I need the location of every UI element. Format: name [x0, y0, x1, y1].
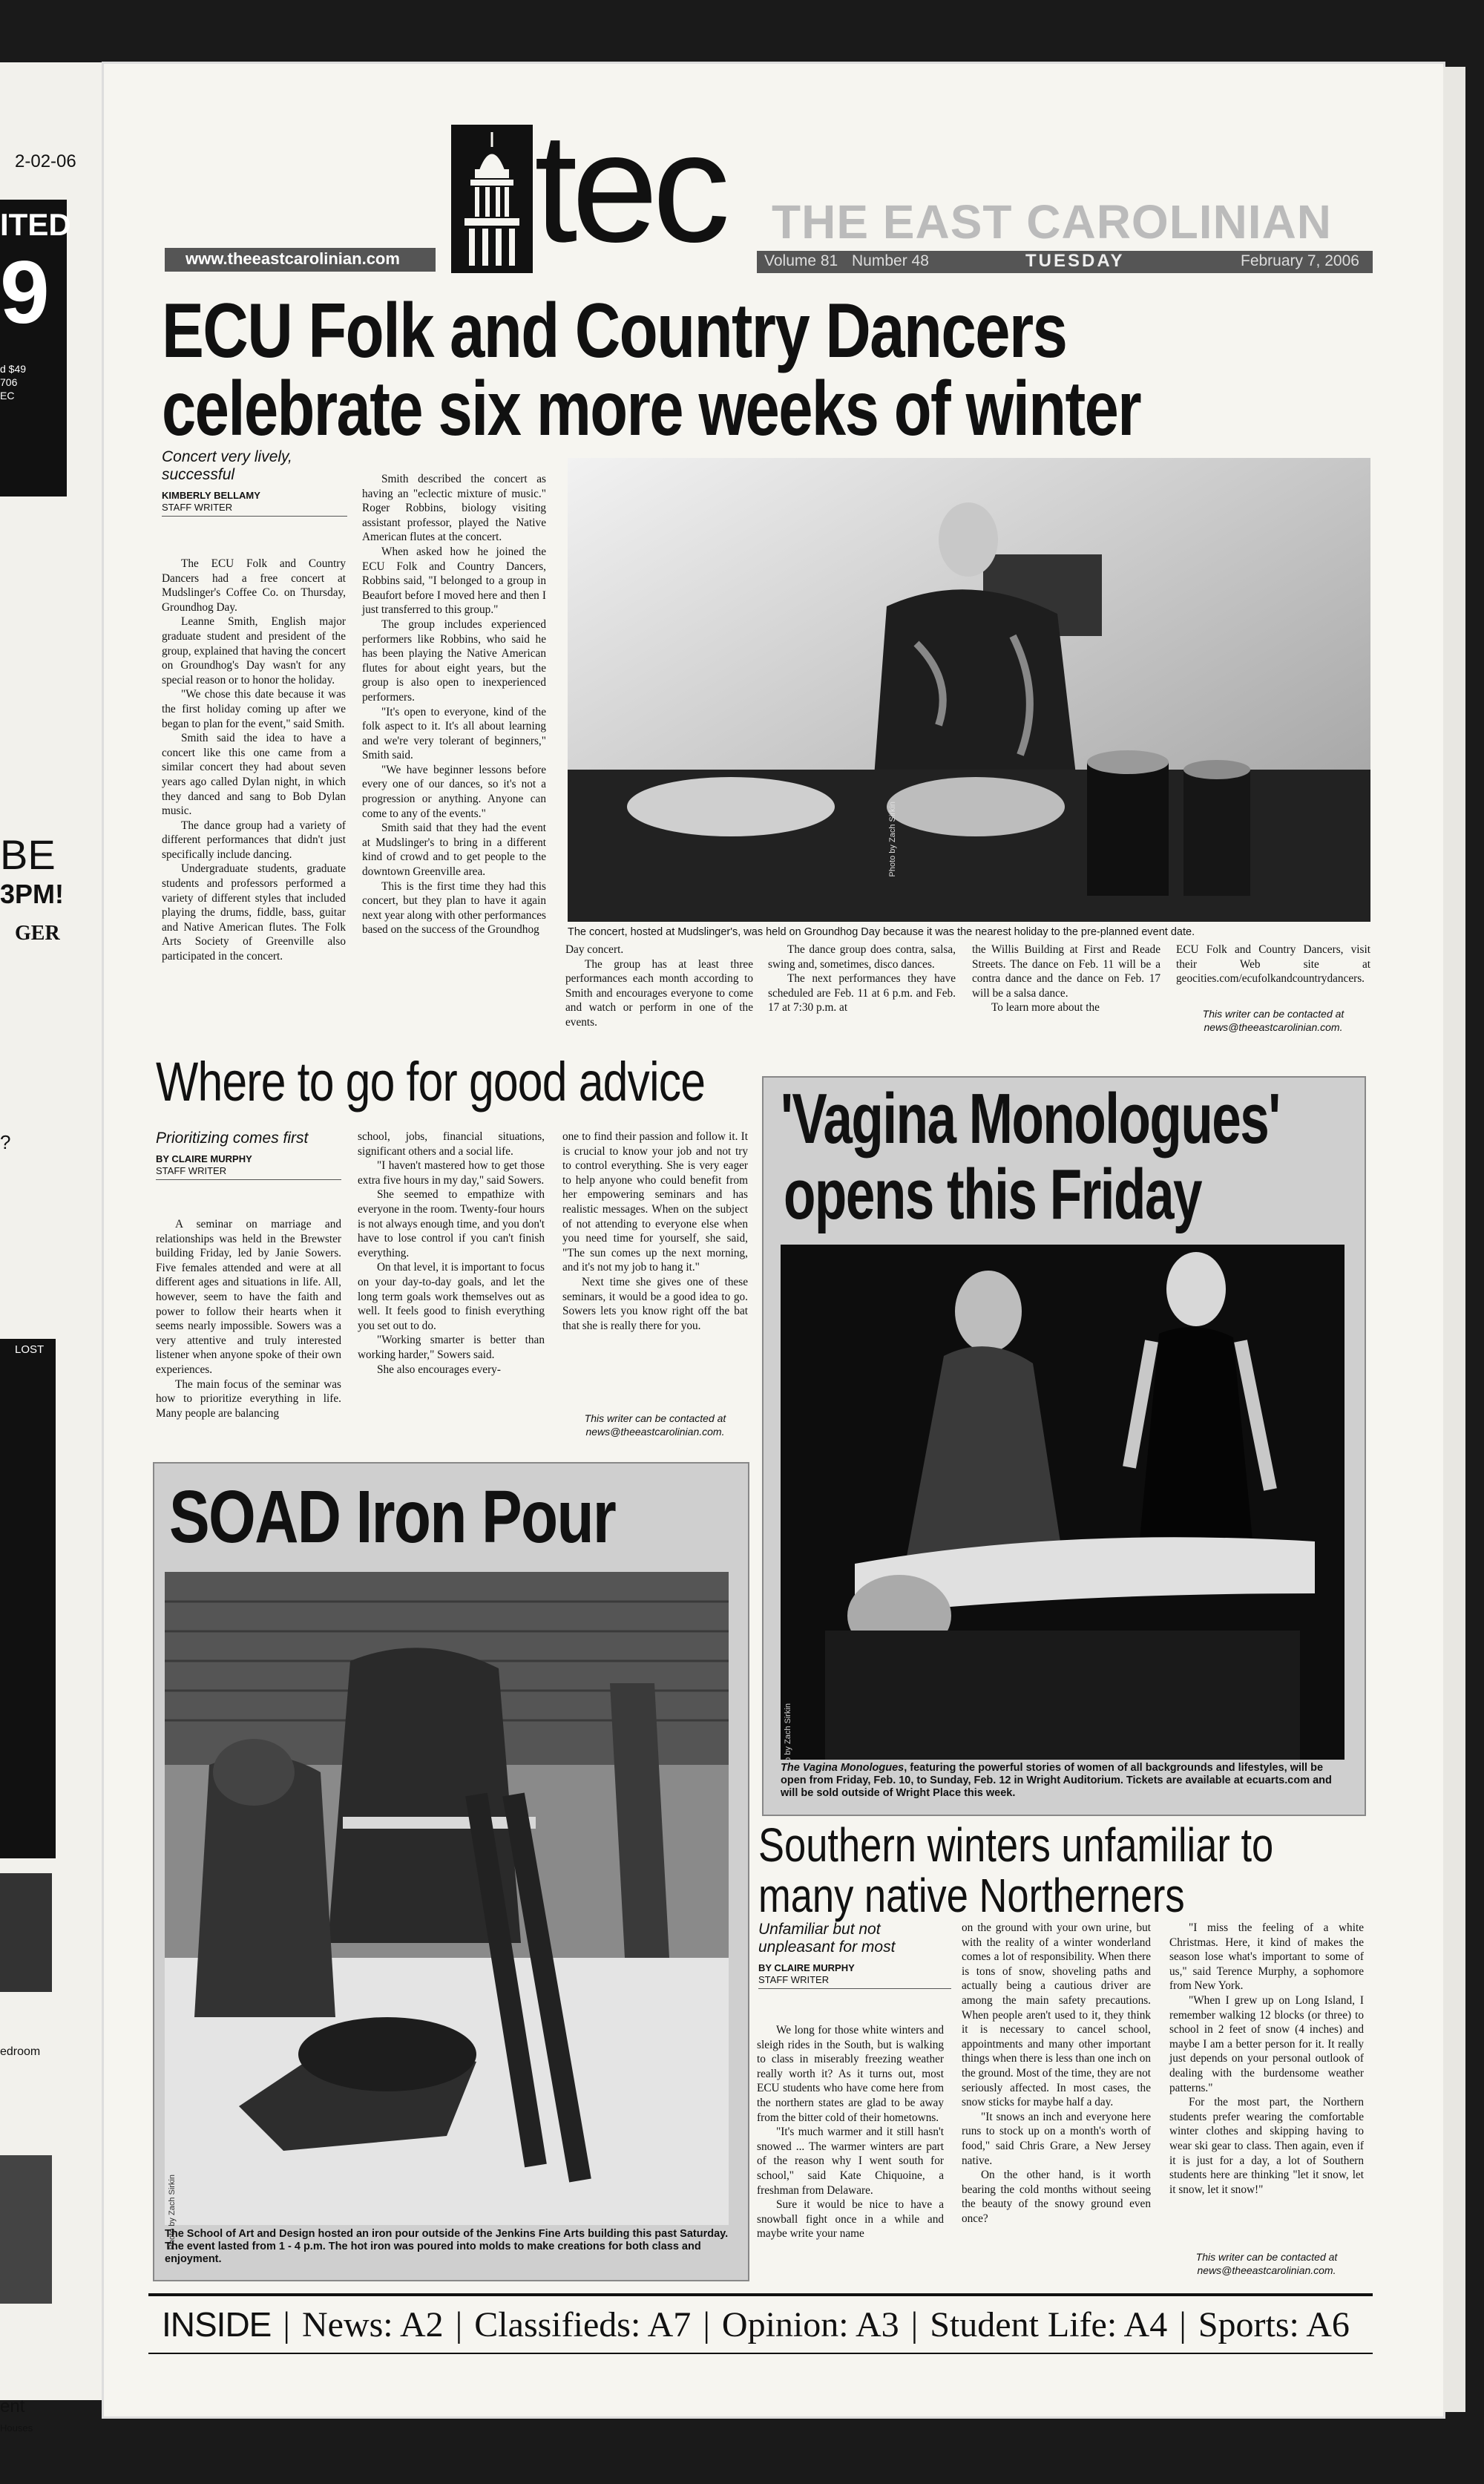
paragraph: "It's much warmer and it still hasn't snowed ... The warmer winters are part of the reason why I went south for school," said Kate Chiquoine, a freshman from Delaware.	[757, 2126, 944, 2197]
contact-line: This writer can be contacted at	[584, 1412, 726, 1424]
paragraph: "It snows an inch and everyone here runs to stock up on a month's worth of food," said Chris Grare, a New Jersey native.	[962, 2110, 1151, 2167]
advice-col-3	[562, 1130, 748, 1333]
paragraph: Leanne Smith, English major graduate student and president of the group, explained that having the concert on Groundhog's Day wasn't for any special reason or to honor the holiday.	[162, 615, 346, 686]
paragraph: The dance group does contra, salsa, swing and, sometimes, disco dances.	[768, 943, 956, 971]
neighbor-text-2: 9	[0, 243, 50, 342]
index-separator: |	[455, 2304, 463, 2344]
neighbor-photo-2	[0, 2155, 52, 2304]
website-link[interactable]: www.theeastcarolinian.com	[186, 249, 400, 268]
paragraph: The next performances they have scheduled are Feb. 11 at 6 p.m. and Feb. 17 at 7:30 p.m. at	[768, 972, 956, 1015]
neighbor-text-8: GER	[15, 922, 60, 945]
neighbor-date: 2-02-06	[15, 151, 76, 171]
paragraph: school, jobs, financial situations, significant others and a social life.	[358, 1130, 545, 1158]
paragraph: For the most part, the Northern students prefer wearing the comfortable winter clothes and skipping having to wear ski gear to class. Then again, even if it is just for a day, a lot of Southern students here are thinking "let it snow, let it snow, let it snow!"	[1169, 2096, 1364, 2196]
iron-pour-photo-credit: Photo by Zach Sirkin	[168, 2175, 177, 2250]
index-separator: |	[283, 2304, 290, 2344]
paragraph: We long for those white winters and sleigh rides in the South, but is walking to class in miserably freezing weather really worth it? As it turns out, most ECU students who have come here from the northern states are glad to be away from the bitter cold of their hometowns.	[757, 2024, 944, 2124]
index-separator: |	[703, 2304, 710, 2344]
paragraph: Smith described the concert as having an "eclectic mixture of music." Roger Robbins, biology visiting assistant professor, played the Native American flutes at the concert.	[362, 473, 546, 544]
paragraph: The dance group had a variety of different performances that didn't just specifically include dancing.	[162, 819, 346, 861]
index-separator: |	[1179, 2304, 1186, 2344]
paragraph: Day concert.	[565, 943, 624, 956]
southern-role: STAFF WRITER	[758, 1974, 951, 1989]
contact-email: news@theeastcarolinian.com.	[585, 1426, 725, 1438]
neighbor-text-6: BE	[0, 831, 56, 878]
paragraph: A seminar on marriage and relationships was held in the Brewster building Friday, led by Janie Sowers. Five females attended and were at all different ages and situations in life. All, however, seem to have the faith and power to follow their hearts when it seems nearly impossible. Sowers was a very attentive and truly interested listener when anyone spoke of their own experiences.	[156, 1218, 341, 1376]
southern-col-3	[1169, 1921, 1364, 2197]
neighbor-dark-ad	[0, 1339, 56, 1858]
paragraph: The main focus of the seminar was how to prioritize everything in life. Many people are balancing	[156, 1377, 341, 1420]
lead-headline-line2: celebrate six more weeks of winter	[162, 366, 1141, 452]
paragraph: The ECU Folk and Country Dancers had a free concert at Mudslinger's Coffee Co. on Thursday, Groundhog Day.	[162, 557, 346, 614]
paragraph: When asked how he joined the ECU Folk and Country Dancers, Robbins said, "I belonged to a group in Beaufort before I moved here and then I just transferred to this group."	[362, 545, 546, 617]
monologues-headline-line1: 'Vagina Monologues'	[781, 1079, 1280, 1159]
index-item-classifieds[interactable]	[474, 2304, 691, 2345]
paragraph: Sure it would be nice to have a snowball fight once in a while and maybe write your name	[757, 2198, 944, 2241]
index-item-page: A3	[855, 2304, 899, 2344]
iron-pour-caption: The School of Art and Design hosted an iron pour outside of the Jenkins Fine Arts building this past Saturday. The event lasted from 1 - 4 p.m. The hot iron was poured into molds to make creations for both class and enjoyment.	[165, 2228, 729, 2265]
neighbor-text-3: d $49	[0, 363, 27, 375]
advice-col-1	[156, 1217, 341, 1420]
index-item-name: News:	[301, 2304, 393, 2344]
paragraph: on the ground with your own urine, but with the reality of a winter wonderland comes a lot of responsibility. When there is tons of snow, shoveling paths and actually being a cautious driver are among the main safety precautions. When people aren't used to it, they think it is necessary to cancel school, appointments and many other important things when there is less than one inch on the ground. Most of the time, they are not seriously affected. In most cases, the snow sticks for maybe half a day.	[962, 1921, 1151, 2109]
monologues-photo-credit: Photo by Zach Sirkin	[784, 1703, 792, 1779]
lead-byline: KIMBERLY BELLAMY	[162, 490, 260, 501]
index-item-page: A4	[1123, 2304, 1168, 2344]
paragraph: Undergraduate students, graduate students and professors performed a variety of different styles that included playing the drums, fiddle, bass, guitar and Native American flutes. The Folk Arts Society of Greenville also participated in the concert.	[162, 862, 346, 963]
paragraph: She seemed to empathize with everyone in the room. Twenty-four hours is not always enough time, and you don't have to lose control if you can't finish everything.	[358, 1188, 545, 1259]
neighbor-text-9: ?	[0, 1131, 11, 1153]
paragraph: Smith said that they had the event at Mudslinger's to bring in a different kind of crowd and to get people to the downtown Greenville area.	[362, 822, 546, 879]
index-item-page: A6	[1306, 2304, 1350, 2344]
advice-byline: BY CLAIRE MURPHY	[156, 1153, 252, 1164]
paragraph: "I haven't mastered how to get those extra five hours in my day," said Sowers.	[358, 1159, 545, 1187]
lead-photo-credit: Photo by Zach Sirkin	[888, 802, 897, 877]
iron-pour-photo	[165, 1572, 729, 2225]
advice-headline: Where to go for good advice	[156, 1051, 706, 1112]
cupola-logo-icon	[451, 125, 533, 273]
tec-logo: tec	[534, 100, 725, 275]
southern-story-header	[758, 1921, 951, 1989]
neighbor-text-7: 3PM!	[0, 879, 65, 909]
neighbor-text-13: Houses	[0, 2422, 33, 2434]
paragraph: "We have beginner lessons before every one of our dances, so it's not a progression or anything. Anyone can come to any of the events."	[362, 763, 546, 820]
southern-kicker: Unfamiliar but not unpleasant for most	[758, 1921, 896, 1956]
lead-col-6	[1176, 943, 1370, 986]
southern-contact	[1169, 2250, 1364, 2277]
contact-line: This writer can be contacted at	[1202, 1008, 1345, 1020]
index-item-student-life[interactable]	[930, 2304, 1167, 2345]
index-item-page: A7	[647, 2304, 692, 2344]
iron-pour-headline: SOAD Iron Pour	[169, 1475, 616, 1559]
contact-email: news@theeastcarolinian.com.	[1197, 2264, 1336, 2276]
index-item-name: Sports:	[1198, 2304, 1299, 2344]
neighbor-text-11: edroom	[0, 2045, 41, 2058]
paragraph: On that level, it is important to focus on your day-to-day goals, and let the long term goals work themselves out as well. It feels good to finish everything you set out to do.	[358, 1261, 545, 1332]
lead-role: STAFF WRITER	[162, 502, 347, 517]
index-item-opinion[interactable]	[722, 2304, 899, 2345]
lead-contact	[1176, 1007, 1370, 1034]
index-item-page: A2	[400, 2304, 444, 2344]
contact-email: news@theeastcarolinian.com.	[1204, 1021, 1343, 1033]
monologues-caption	[781, 1762, 1345, 1800]
neighbor-text-10: LOST	[15, 1343, 45, 1356]
page-edge	[1443, 67, 1465, 2412]
paragraph: Next time she gives one of these seminars, it would be a good idea to go. Sowers lets you know right off the bat that she is really there for you.	[562, 1275, 748, 1332]
advice-kicker: Prioritizing comes first	[156, 1130, 309, 1147]
paragraph: This is the first time they had this concert, but they plan to have it again next year along with other performances based on the success of the Groundhog	[362, 879, 546, 937]
southern-col-2	[962, 1921, 1151, 2226]
lead-col-3	[565, 943, 753, 1030]
advice-col-2	[358, 1130, 545, 1377]
advice-role: STAFF WRITER	[156, 1165, 341, 1180]
paragraph: The group has at least three performances each month according to Smith and encourages everyone to come and watch or perform in one of the events.	[565, 957, 753, 1029]
southern-col-1	[757, 2023, 944, 2241]
southern-byline: BY CLAIRE MURPHY	[758, 1962, 855, 1973]
lead-story-header	[162, 448, 347, 517]
monologues-photo	[781, 1245, 1345, 1760]
neighbor-photo-1	[0, 1873, 52, 1992]
neighbor-text-1: ITED	[0, 207, 71, 242]
paragraph: She also encourages every-	[377, 1363, 501, 1376]
lead-kicker: Concert very lively, successful	[162, 448, 292, 483]
southern-headline-line1: Southern winters unfamiliar to	[758, 1818, 1274, 1872]
index-rule-bottom	[148, 2353, 1373, 2354]
lead-col-4	[768, 943, 956, 1015]
index-label: INSIDE	[162, 2305, 272, 2344]
issue-number: Number 48	[852, 252, 929, 269]
neighbor-text-12: ent	[0, 2396, 25, 2416]
lead-col-1	[162, 557, 346, 964]
lead-photo-caption: The concert, hosted at Mudslinger's, was held on Groundhog Day because it was the nearest holiday to the pre-planned event date.	[568, 926, 1195, 938]
paragraph: the Willis Building at First and Reade Streets. The dance on Feb. 11 will be a contra dance and the dance on Feb. 17 will be a salsa dance.	[972, 943, 1160, 1000]
lead-headline-line1: ECU Folk and Country Dancers	[162, 288, 1067, 374]
paragraph: ECU Folk and Country Dancers, visit their Web site at geocities.com/ecufolkandcountrydancers.	[1176, 943, 1370, 986]
paragraph: "We chose this date because it was the first holiday coming up after we began to plan for the event," said Smith.	[162, 688, 346, 730]
paragraph: On the other hand, is it worth bearing the cold months without seeing the beauty of the snowy ground even once?	[962, 2169, 1151, 2225]
paragraph: The group includes experienced performers like Robbins, who said he has been playing the Native American flutes for about eight years, but the group is also open to inexperienced performers.	[362, 617, 546, 704]
contact-line: This writer can be contacted at	[1195, 2251, 1338, 2263]
neighbor-text-5: EC	[0, 390, 15, 402]
lead-col-5	[972, 943, 1160, 1015]
paragraph: one to find their passion and follow it. It is crucial to know your job and not try to control everything. She is very eager to help anyone who could benefit from her empowering seminars and has realistic messages. When on the subject of not attending to everyone else when you need time for yourself, she said, "The sun comes up the next morning, and it's not my job to hang it."	[562, 1130, 748, 1274]
paragraph: "I miss the feeling of a white Christmas. Here, it kind of makes the season lose what's important to some of us," said Terence Murphy, a sophomore from New York.	[1169, 1921, 1364, 1993]
southern-headline-line2: many native Northerners	[758, 1869, 1185, 1922]
neighbor-text-4: 706	[0, 376, 18, 388]
paragraph: "It's open to everyone, kind of the folk aspect to it. It's all about learning and we're very tolerant of beginners," Smith said.	[362, 705, 546, 762]
paper-name: THE EAST CAROLINIAN	[772, 195, 1332, 249]
paragraph: "Working smarter is better than working harder," Sowers said.	[358, 1334, 545, 1361]
volume: Volume 81	[764, 252, 838, 269]
index-item-news[interactable]	[302, 2304, 444, 2345]
index-separator: |	[910, 2304, 919, 2344]
issue-date: February 7, 2006	[1241, 252, 1359, 269]
index-item-name: Opinion:	[721, 2304, 849, 2344]
paragraph: Smith said the idea to have a concert like this one came from a similar concert they had about seven years ago called Dylan night, in which they danced and sang to Bob Dylan music.	[162, 732, 346, 818]
index-item-name: Student Life:	[930, 2304, 1117, 2344]
advice-contact	[562, 1412, 748, 1438]
index-rule-top	[148, 2293, 1373, 2296]
caption-title: The Vagina Monologues	[781, 1762, 904, 1774]
index-bar	[162, 2301, 1350, 2348]
lead-photo	[568, 458, 1370, 922]
paragraph: "When I grew up on Long Island, I remember walking 12 blocks (or three) to school in 2 feet of snow (4 inches) and maybe I am a better person for it. It really just depends on your personal outlook of dealing with the burdensome weather patterns."	[1169, 1993, 1364, 2094]
monologues-headline-line2: opens this Friday	[784, 1155, 1202, 1234]
index-item-name: Classifieds:	[474, 2304, 641, 2344]
paragraph: To learn more about the	[991, 1001, 1100, 1015]
index-item-sports[interactable]	[1198, 2304, 1350, 2345]
issue-day: TUESDAY	[1025, 251, 1125, 271]
advice-story-header	[156, 1130, 341, 1180]
caption-body: , featuring the powerful stories of women of all backgrounds and lifestyles, will be open from Friday, Feb. 10, to Sunday, Feb. 12 in Wright Auditorium. Tickets are available at ecuarts.com and will be sold outside of Wright Place this week.	[781, 1762, 1332, 1799]
lead-col-2	[362, 472, 546, 937]
